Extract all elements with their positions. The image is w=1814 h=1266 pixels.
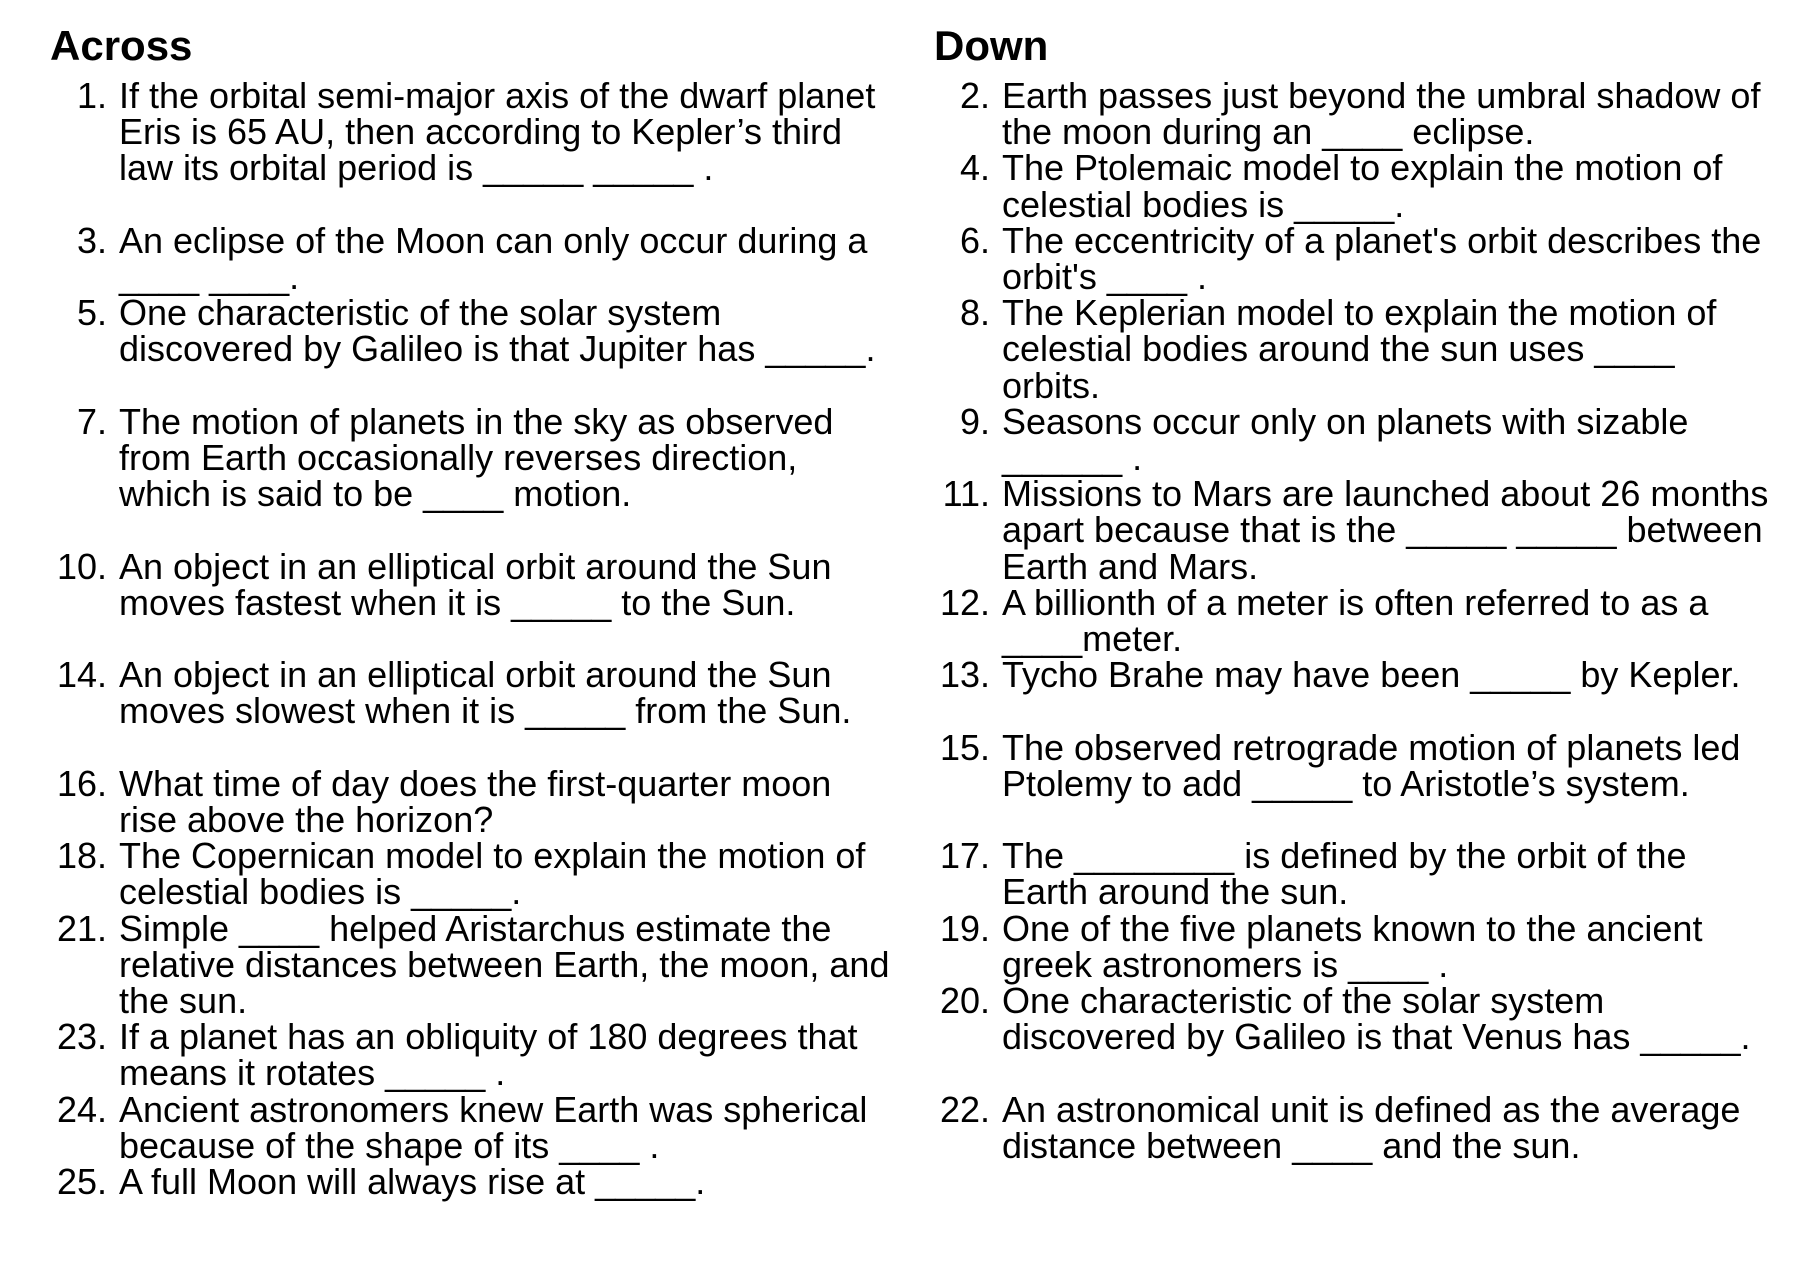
clue-line: the sun. (119, 980, 248, 1021)
down-clue-17 (883, 835, 1768, 913)
clue-line: relative distances between Earth, the moon, and (119, 943, 890, 985)
clue-text (1002, 1088, 1741, 1166)
clue-line: means it rotates _____ . (119, 1052, 506, 1094)
clue-line: because of the shape of its ____ . (119, 1124, 660, 1166)
across-clue-7 (0, 400, 889, 515)
clue-text (119, 75, 876, 189)
clue-number: 20. (939, 980, 990, 1022)
clue-line: One characteristic of the solar system (119, 292, 722, 334)
clue-line: which is said to be ____ motion. (119, 473, 632, 515)
across-clue-24 (0, 1088, 889, 1166)
clue-line: celestial bodies is _____. (1002, 183, 1405, 225)
clue-number: 21. (56, 907, 107, 949)
clue-number: 10. (56, 545, 107, 587)
clue-line: Earth passes just beyond the umbral shadow of (1002, 75, 1761, 116)
clue-number: 7. (76, 400, 107, 442)
down-clue-12 (883, 581, 1768, 660)
clue-number: 1. (76, 75, 107, 116)
clue-line: discovered by Galileo is that Jupiter has _____. (119, 328, 876, 370)
clue-text (1002, 581, 1709, 660)
clue-number: 3. (76, 219, 107, 261)
clue-text (1002, 400, 1689, 479)
across-clue-23 (0, 1016, 889, 1094)
clue-line: The ________ is defined by the orbit of the (1002, 835, 1687, 877)
clue-line: Earth and Mars. (1002, 545, 1259, 587)
clue-line: moves slowest when it is _____ from the Sun. (119, 690, 852, 732)
clue-line: The motion of planets in the sky as observed (119, 400, 834, 442)
clue-text (1002, 147, 1723, 225)
down-clue-8 (883, 292, 1768, 406)
clue-line: moves fastest when it is _____ to the Sun. (119, 581, 796, 623)
clue-line: rise above the horizon? (119, 798, 494, 840)
clue-text (1002, 473, 1769, 587)
clue-text (1002, 219, 1762, 298)
down-clue-9 (883, 400, 1768, 479)
clue-number: 5. (76, 292, 107, 334)
clue-line: Seasons occur only on planets with sizable (1002, 400, 1689, 442)
clue-line: the moon during an ____ eclipse. (1002, 111, 1535, 153)
clue-number: 11. (942, 473, 990, 515)
across-clue-1 (0, 75, 889, 189)
clue-line: Simple ____ helped Aristarchus estimate the (119, 907, 832, 949)
clue-number: 4. (959, 147, 990, 189)
clue-line: A billionth of a meter is often referred to as a (1002, 581, 1709, 623)
clue-line: A full Moon will always rise at _____. (119, 1161, 706, 1203)
clue-line: celestial bodies around the sun uses ____ (1002, 328, 1675, 370)
clue-number: 12. (939, 581, 990, 623)
clue-line: If a planet has an obliquity of 180 degrees that (119, 1016, 858, 1058)
clue-text (119, 907, 890, 1021)
across-heading: Across (50, 22, 193, 69)
clue-line: One characteristic of the solar system (1002, 980, 1605, 1022)
down-clue-list (883, 75, 1769, 1166)
clue-line: An object in an elliptical orbit around the Sun (119, 654, 832, 696)
clue-text (1002, 75, 1761, 153)
across-clue-18 (0, 835, 889, 913)
clue-text (119, 835, 866, 913)
down-clue-20 (883, 980, 1768, 1058)
clue-line: The Ptolemaic model to explain the motion of (1002, 147, 1723, 189)
down-clue-6 (883, 219, 1768, 298)
clue-number: 15. (939, 726, 990, 768)
clue-text (1002, 292, 1717, 406)
clue-number: 14. (56, 654, 107, 696)
clue-line: The observed retrograde motion of planets led (1002, 726, 1741, 768)
down-clue-19 (883, 907, 1768, 985)
clue-line: law its orbital period is _____ _____ . (119, 147, 714, 189)
clue-number: 19. (939, 907, 990, 949)
across-clue-25 (0, 1161, 889, 1203)
clue-line: apart because that is the _____ _____ between (1002, 509, 1763, 551)
clue-text (119, 762, 832, 840)
clue-text (1002, 980, 1751, 1058)
clue-line: celestial bodies is _____. (119, 871, 522, 913)
across-clue-14 (0, 654, 889, 732)
clue-line: Earth around the sun. (1002, 871, 1349, 913)
clue-line: ____meter. (1002, 618, 1183, 660)
clue-line: from Earth occasionally reverses direction, (119, 437, 798, 478)
clue-line: greek astronomers is ____ . (1002, 943, 1449, 985)
clue-text (119, 292, 876, 370)
clue-text (119, 1016, 858, 1094)
clue-line: Missions to Mars are launched about 26 months (1002, 473, 1769, 515)
clue-number: 24. (56, 1088, 107, 1130)
across-clue-3 (0, 219, 889, 297)
clue-line: Tycho Brahe may have been _____ by Kepler. (1002, 654, 1741, 696)
clue-text (1002, 835, 1687, 913)
down-clue-4 (883, 147, 1768, 225)
clue-text (1002, 907, 1703, 985)
clue-line: An astronomical unit is defined as the average (1002, 1088, 1741, 1130)
clue-line: orbit's ____ . (1002, 256, 1207, 298)
clue-line: An eclipse of the Moon can only occur during a (119, 219, 868, 261)
clue-text (119, 400, 834, 515)
clue-line: Eris is 65 AU, then according to Kepler’s third (119, 111, 843, 153)
clue-line: distance between ____ and the sun. (1002, 1124, 1581, 1166)
clue-number: 18. (56, 835, 107, 877)
down-clue-2 (883, 75, 1768, 153)
clue-line: orbits. (1002, 364, 1101, 406)
down-clue-13 (883, 654, 1768, 696)
across-clue-16 (0, 762, 889, 840)
across-clue-5 (0, 292, 889, 370)
across-clue-10 (0, 545, 889, 623)
clue-number: 13. (939, 654, 990, 696)
clue-line: The Keplerian model to explain the motion of (1002, 292, 1717, 334)
clue-line: ______ . (1002, 437, 1143, 479)
clue-number: 9. (959, 400, 990, 442)
clue-line: discovered by Galileo is that Venus has _____. (1002, 1016, 1751, 1058)
across-clue-list (0, 75, 890, 1203)
clue-line: Ancient astronomers knew Earth was spherical (119, 1088, 868, 1130)
clue-text (1002, 654, 1741, 696)
clue-line: If the orbital semi-major axis of the dwarf planet (119, 75, 876, 116)
clue-line: The Copernican model to explain the motion of (119, 835, 866, 877)
clue-number: 6. (959, 219, 990, 261)
clue-text (1002, 726, 1741, 804)
down-heading: Down (934, 22, 1049, 69)
down-clue-11 (883, 473, 1769, 587)
clue-number: 17. (939, 835, 990, 877)
clue-line: One of the five planets known to the ancient (1002, 907, 1703, 949)
clue-number: 2. (959, 75, 990, 116)
clue-line: What time of day does the first-quarter moon (119, 762, 832, 804)
clue-line: Ptolemy to add _____ to Aristotle’s system. (1002, 762, 1690, 804)
across-clue-21 (0, 907, 890, 1021)
down-clue-15 (883, 726, 1768, 804)
clue-line: The eccentricity of a planet's orbit describes the (1002, 219, 1762, 261)
clue-text (119, 219, 868, 297)
clue-number: 16. (56, 762, 107, 804)
clue-text (119, 545, 832, 623)
clue-text (119, 654, 852, 732)
clue-number: 22. (939, 1088, 990, 1130)
clue-number: 25. (56, 1161, 107, 1203)
clue-line: An object in an elliptical orbit around the Sun (119, 545, 832, 587)
clue-text (119, 1088, 868, 1166)
clue-line: ____ ____. (119, 256, 300, 297)
down-clue-22 (883, 1088, 1768, 1166)
clue-number: 8. (959, 292, 990, 334)
clue-number: 23. (56, 1016, 107, 1058)
clue-text (119, 1161, 706, 1203)
